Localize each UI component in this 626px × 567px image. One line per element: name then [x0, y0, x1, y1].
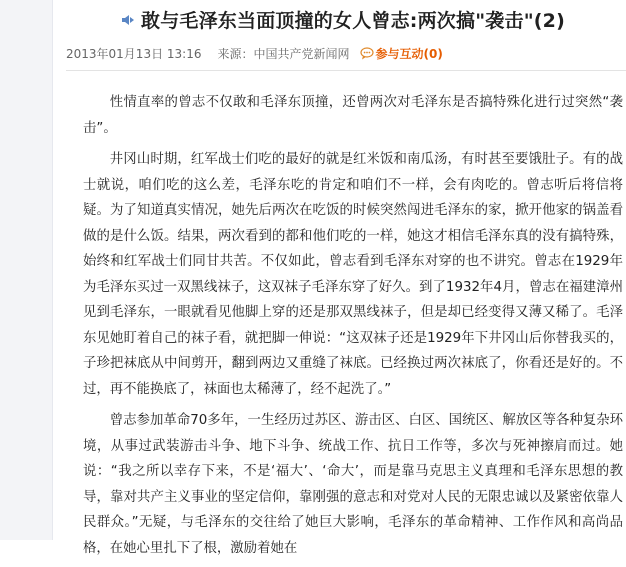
article-title: 敢与毛泽东当面顶撞的女人曾志:两次搞"袭击"(2): [141, 9, 565, 32]
source-name: 中国共产党新闻网: [253, 46, 350, 61]
speaker-icon[interactable]: [121, 12, 135, 26]
header-divider: [66, 70, 626, 71]
publish-date: 2013年01月13日 13:16: [66, 46, 202, 61]
comment-link-label[interactable]: 参与互动(0): [375, 46, 443, 61]
paragraph: 井冈山时期，红军战士们吃的最好的就是红米饭和南瓜汤，有时甚至要饿肚子。有的战士就说，咱们吃的这么差，毛泽东吃的肯定和咱们不一样，会有肉吃的。曾志听后将信将疑。为了知道真实情况，她先后两次在吃饭的时候突然闯进毛泽东的家，掀开他家的锅盖看做的是什么饭。结果，两次看到的都和他们吃的一样，她这才相信毛泽东真的没有搞特殊，始终和红军战士们同甘共苦。不仅如此，曾志看到毛泽东对穿的也不讲究。曾志在1929年为毛泽东买过一双黑线袜子，这双袜子毛泽东穿了好久。到了1932年4月，曾志在福建漳州见到毛泽东，一眼就看见他脚上穿的还是那双黑线袜子，但是却已经变得又薄又稀了。毛泽东见她盯着自己的袜子看，就把脚一伸说：“这双袜子还是1929年下井冈山后你替我买的，子珍把袜底从中间剪开，翻到两边又重缝了袜底。已经换过两次袜底了，你看还是好的。不过，再不能换底了，袜面也太稀薄了，经不起洗了。”: [83, 152, 623, 397]
comment-link[interactable]: [360, 45, 443, 62]
left-sidebar-shade: [0, 0, 53, 540]
paragraph: 曾志参加革命70多年，一生经历过苏区、游击区、白区、国统区、解放区等各种复杂环境，从事过武装游击斗争、地下斗争、统战工作、抗日工作等，多次与死神擦肩而过。她说：“我之所以幸存下来，不是‘福大’、‘命大’，而是靠马克思主义真理和毛泽东思想的教导，靠对共产主义事业的坚定信仰，靠刚强的意志和对党对人民的无限忠诚以及紧密依靠人民群众。”无疑，与毛泽东的交往给了她巨大影响，毛泽东的革命精神、工作作风和高尚品格，在她心里扎下了根，激励着她在: [83, 413, 623, 556]
comment-bubble-icon: [360, 47, 375, 60]
article-body: [83, 90, 623, 567]
paragraph: 性情直率的曾志不仅敢和毛泽东顶撞，还曾两次对毛泽东是否搞特殊化进行过突然“袭击”。: [83, 95, 623, 136]
title-row: [121, 6, 565, 32]
article-meta: [66, 44, 443, 62]
article: [53, 0, 624, 556]
source-label: 来源：: [217, 46, 254, 61]
